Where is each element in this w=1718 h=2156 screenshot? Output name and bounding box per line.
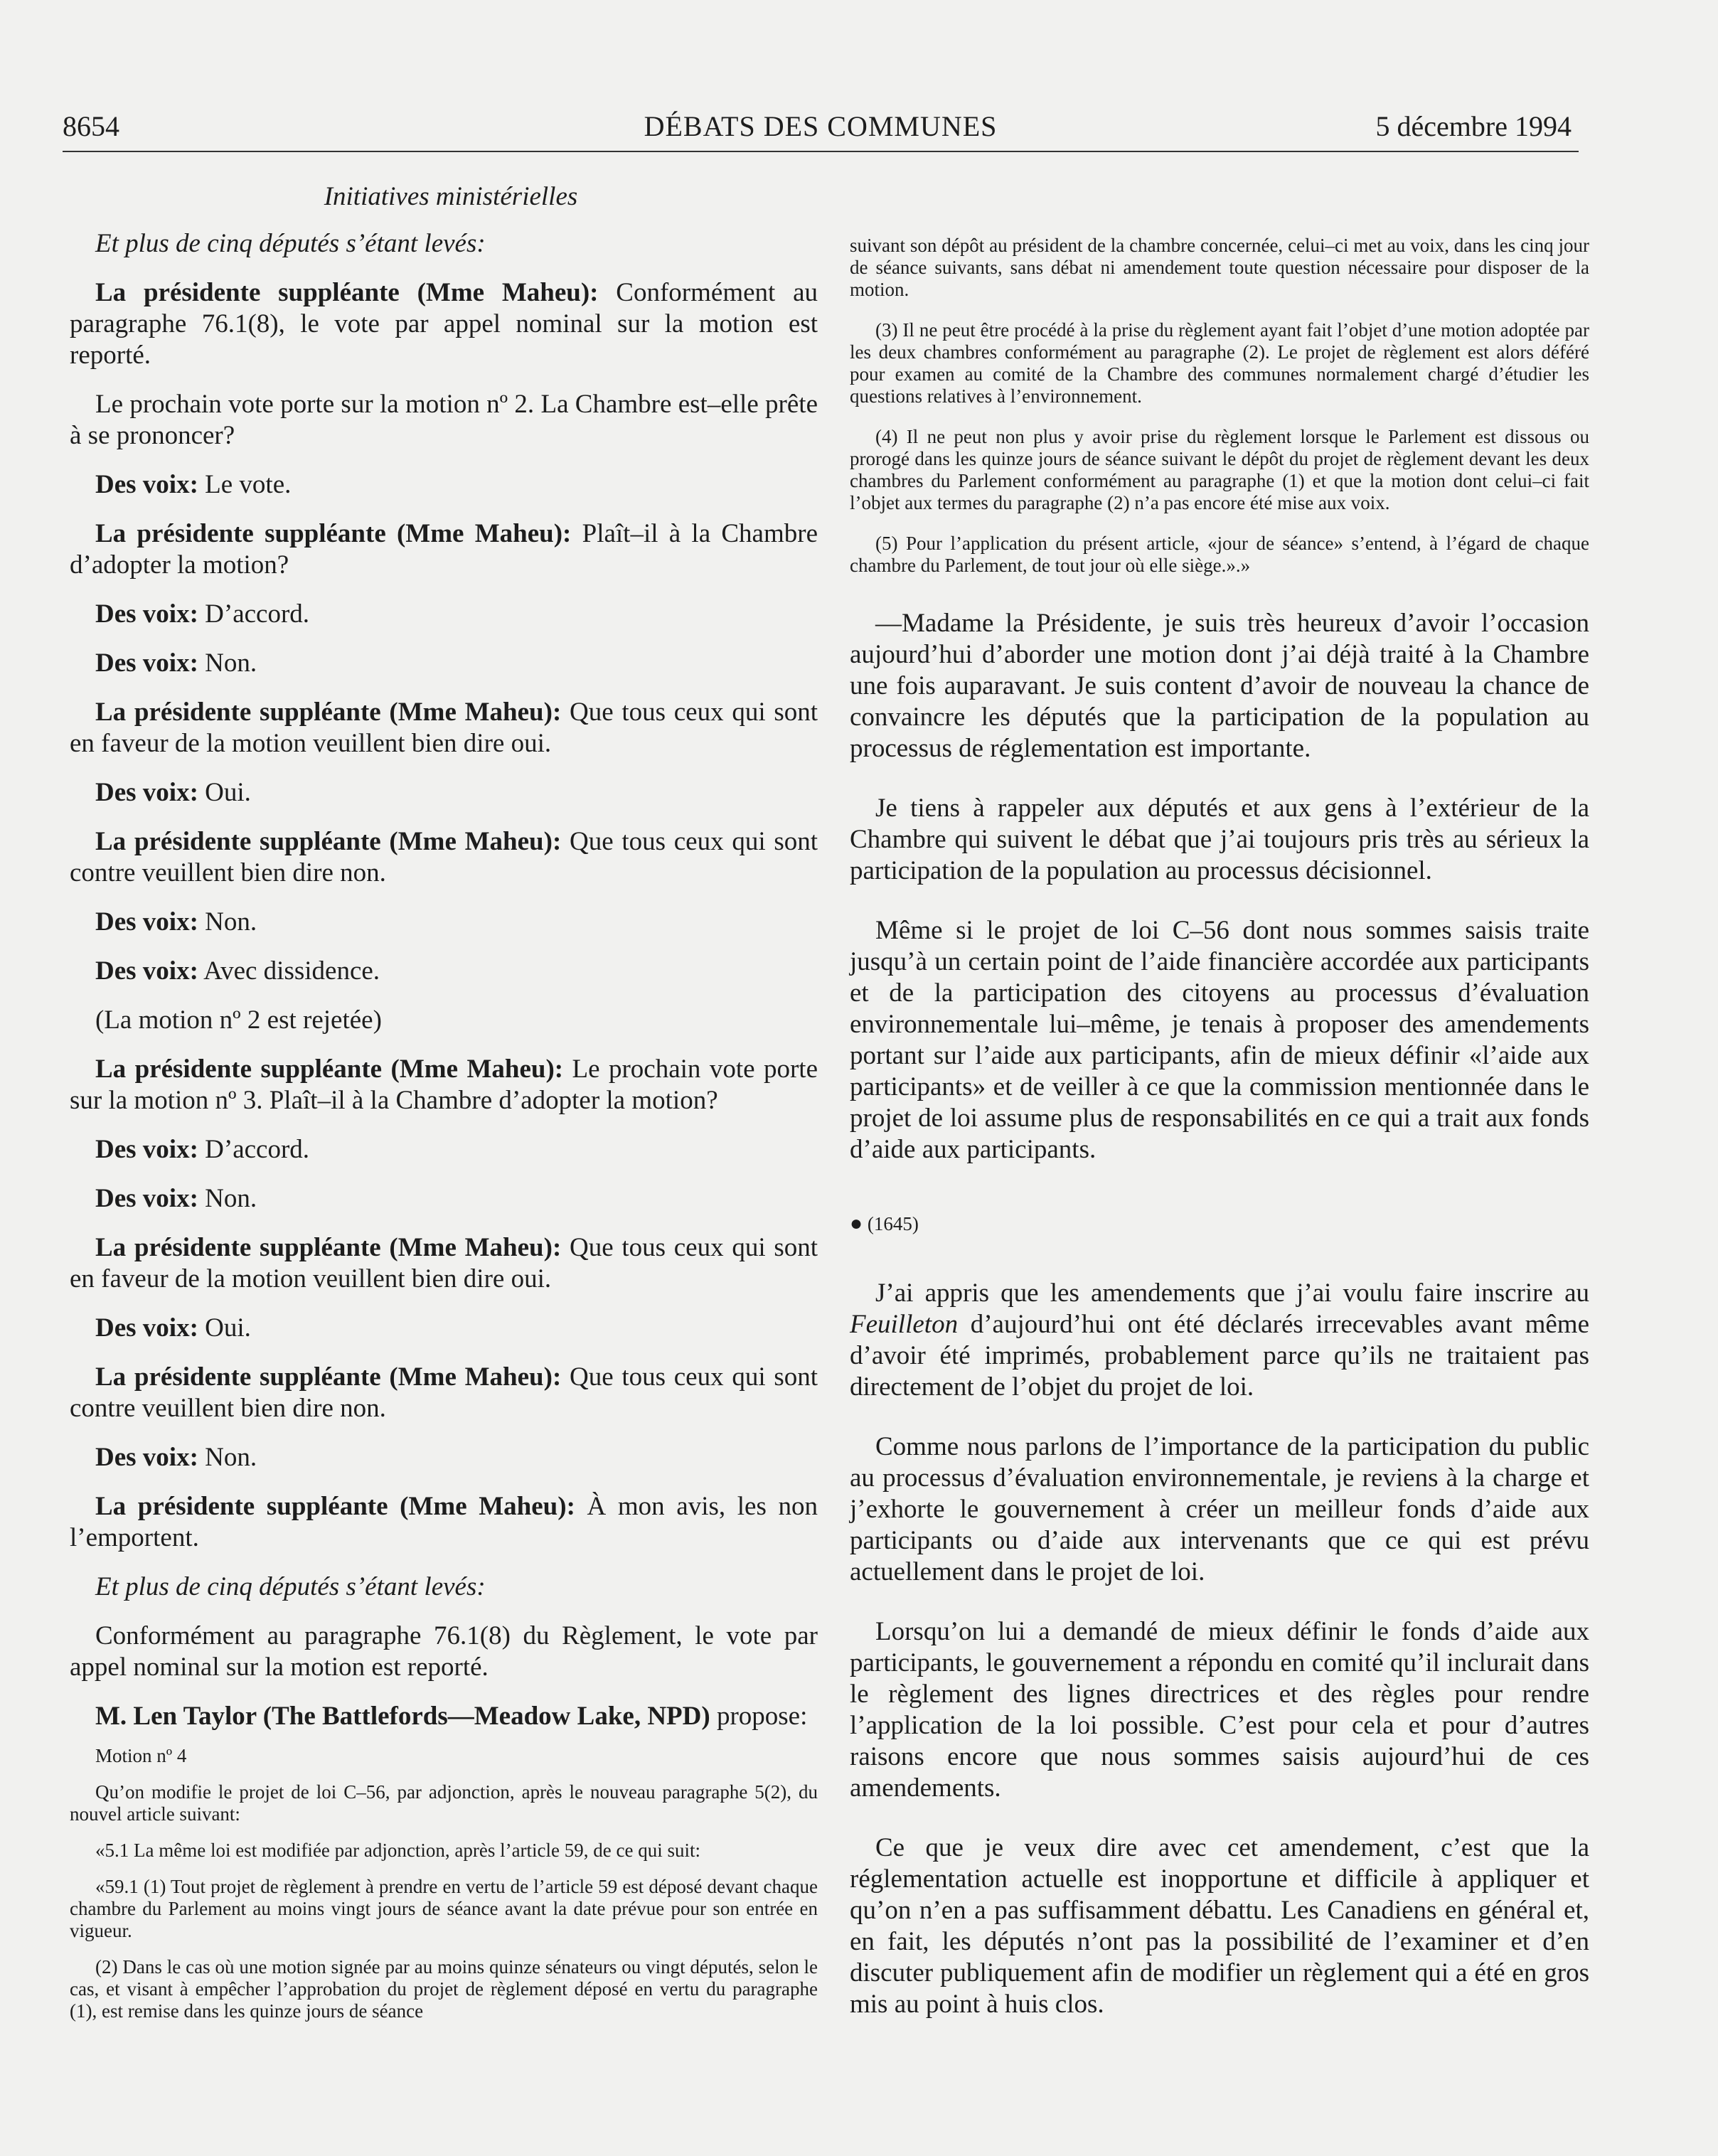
speaker-name: La présidente suppléante (Mme Maheu): <box>95 1492 575 1521</box>
speech-paragraph <box>70 697 818 759</box>
speaker-name: Des voix: <box>95 1184 198 1213</box>
speaker-name: Des voix: <box>95 1313 198 1343</box>
motion-mover <box>70 1701 818 1732</box>
speech-paragraph <box>70 1442 818 1473</box>
speech-text: Non. <box>198 649 257 678</box>
procedural-note: Et plus de cinq députés s’étant levés: <box>95 229 486 258</box>
speech-paragraph <box>70 599 818 630</box>
speaker-name: La présidente suppléante (Mme Maheu): <box>95 1233 562 1262</box>
speaker-name: Des voix: <box>95 1135 198 1164</box>
speech-text: Conformément au paragraphe 76.1(8), le vote par appel nominal sur la motion est reporté. <box>70 278 818 370</box>
motion-text: (3) Il ne peut être procédé à la prise du règlement ayant fait l’objet d’une motion adoptée par les deux chambres conformément au paragraphe (2). Le projet de règlement est alors déféré pour examen au comité de la Chambre des communes normalement chargé d’étudier les questions relatives à l’environnement. <box>850 319 1589 407</box>
speaker-name: La présidente suppléante (Mme Maheu): <box>95 278 599 307</box>
speech-paragraph <box>70 1054 818 1116</box>
speech-text: À mon avis, les non l’emportent. <box>70 1492 818 1552</box>
speech-paragraph <box>70 1232 818 1295</box>
motion-text: (2) Dans le cas où une motion signée par au moins quinze sénateurs ou vingt députés, selon le cas, et visant à empêcher l’approbation du projet de règlement déposé en vertu du paragraphe (1), est remise dans les quinze jours de séance <box>70 1956 818 2022</box>
speech-paragraph <box>70 648 818 679</box>
motion-text: (5) Pour l’application du présent article, «jour de séance» s’entend, à l’égard de chaque chambre du Parlement, de tout jour où elle siège.».» <box>850 533 1589 576</box>
speech-text: Oui. <box>198 1313 251 1343</box>
motion-number: Motion nº 4 <box>95 1745 187 1766</box>
speech-paragraph <box>70 518 818 581</box>
speech-paragraph <box>850 1278 1589 1403</box>
procedural-note: Et plus de cinq députés s’étant levés: <box>95 1572 486 1601</box>
journal-title: DÉBATS DES COMMUNES <box>644 110 998 142</box>
speech-paragraph: Comme nous parlons de l’importance de la participation du public au processus d’évaluation environnementale, je reviens à la charge et j’exhorte le gouvernement à créer un meilleur fonds d’aide aux participants ou d’aide aux intervenants que ce qui est prévu actuellement dans le projet de loi. <box>850 1432 1589 1586</box>
time-marker <box>850 1212 1589 1235</box>
speech-paragraph <box>70 1491 818 1554</box>
speaker-name: La présidente suppléante (Mme Maheu): <box>95 1362 562 1392</box>
motion-text: «5.1 La même loi est modifiée par adjonction, après l’article 59, de ce qui suit: <box>95 1840 700 1861</box>
speech-paragraph <box>70 277 818 371</box>
speaker-name: Des voix: <box>95 649 198 678</box>
motion-text: «59.1 (1) Tout projet de règlement à prendre en vertu de l’article 59 est déposé devant chaque chambre du Parlement au moins vingt jours de séance avant la date prévue pour son entrée en vigueur. <box>70 1876 818 1941</box>
speech-text: D’accord. <box>198 1135 310 1164</box>
speech-text: Non. <box>198 1443 257 1472</box>
motion-text: (4) Il ne peut non plus y avoir prise du règlement lorsque le Parlement est dissous ou prorogé dans les quinze jours de séance suivant le dépôt du projet de règlement devant les deux chambres du Parlement conformément au paragraphe (1) et que la motion dont celui–ci fait l’objet aux termes du paragraphe (2) n’a pas encore été mise aux voix. <box>850 426 1589 513</box>
speech-paragraph <box>70 1313 818 1344</box>
motion-text: suivant son dépôt au président de la chambre concernée, celui–ci met au voix, dans les cinq jour de séance suivants, sans débat ni amendement toute question nécessaire pour disposer de la motion. <box>850 235 1589 300</box>
speech-paragraph: Même si le projet de loi C–56 dont nous sommes saisis traite jusqu’à un certain point de l’aide financière accordée aux participants et de la participation des citoyens au processus d’évaluation environnementale lui–même, je tenais à proposer des amendements portant sur l’aide aux participants, afin de mieux définir «l’aide aux participants» et de veiller à ce que la commission mentionnée dans le projet de loi assume plus de responsabilités en ce qui a trait aux fonds d’aide aux participants. <box>850 916 1589 1164</box>
section-title: Initiatives ministérielles <box>324 182 578 211</box>
time-marker-text: (1645) <box>867 1213 919 1234</box>
speech-text: Le prochain vote porte sur la motion nº 3. Plaît–il à la Chambre d’adopter la motion? <box>70 1055 818 1115</box>
speech-text: Le vote. <box>198 470 292 499</box>
speaker-name: Des voix: <box>95 599 198 629</box>
speaker-name: Des voix: <box>95 907 198 936</box>
speaker-name: La présidente suppléante (Mme Maheu): <box>95 698 562 727</box>
speech-paragraph <box>70 469 818 501</box>
page-number: 8654 <box>63 110 119 142</box>
speech-paragraph <box>70 1134 818 1165</box>
speech-text: Avec dissidence. <box>198 956 380 986</box>
speaker-name: La présidente suppléante (Mme Maheu): <box>95 1055 564 1084</box>
motion-text: Qu’on modifie le projet de loi C–56, par adjonction, après le nouveau paragraphe 5(2), du nouvel article suivant: <box>70 1781 818 1825</box>
speech-paragraph: —Madame la Présidente, je suis très heureux d’avoir l’occasion aujourd’hui d’aborder une motion dont j’ai déjà traité à la Chambre une fois auparavant. Je suis content d’avoir de nouveau la chance de convaincre les députés que la participation de la population au processus de réglementation est importante. <box>850 609 1589 763</box>
speech-text: J’ai appris que les amendements que j’ai voulu faire inscrire au <box>875 1279 1589 1308</box>
speaker-name: La présidente suppléante (Mme Maheu): <box>95 519 572 548</box>
speech-text: propose: <box>710 1702 808 1731</box>
speech-text: Plaît–il à la Chambre d’adopter la motion? <box>70 519 818 580</box>
speech-text: Non. <box>198 1184 257 1213</box>
speech-text: Que tous ceux qui sont en faveur de la motion veuillent bien dire oui. <box>70 698 818 758</box>
publication-name: Feuilleton <box>850 1310 959 1339</box>
bullet-icon: ● <box>850 1212 863 1235</box>
speech-text: Que tous ceux qui sont contre veuillent bien dire non. <box>70 827 818 887</box>
speech-paragraph: Lorsqu’on lui a demandé de mieux définir le fonds d’aide aux participants, le gouvernement a répondu en comité qu’il inclurait dans le règlement des lignes directrices et des règles pour rendre l’application de la loi possible. C’est pour cela et pour d’autres raisons encore que nous sommes saisis aujourd’hui de ces amendements. <box>850 1617 1589 1803</box>
speech-text: Que tous ceux qui sont contre veuillent bien dire non. <box>70 1362 818 1423</box>
speaker-name: La présidente suppléante (Mme Maheu): <box>95 827 562 856</box>
speech-paragraph <box>70 1362 818 1424</box>
speech-text: d’aujourd’hui ont été déclarés irrecevables avant même d’avoir été imprimés, probablement parce qu’ils ne traitaient pas directement de l’objet du projet de loi. <box>850 1310 1589 1402</box>
speech-text: Oui. <box>198 778 251 807</box>
speech-paragraph <box>70 826 818 889</box>
speech-paragraph: Je tiens à rappeler aux députés et aux gens à l’extérieur de la Chambre qui suivent le débat que j’ai toujours pris très au sérieux la participation de la population au processus décisionnel. <box>850 794 1589 885</box>
speech-paragraph <box>70 956 818 987</box>
speaker-name: Des voix: <box>95 470 198 499</box>
speaker-name: Des voix: <box>95 956 198 986</box>
speech-paragraph: Conformément au paragraphe 76.1(8) du Règlement, le vote par appel nominal sur la motion est reporté. <box>70 1621 818 1682</box>
procedural-note: (La motion nº 2 est rejetée) <box>95 1005 382 1035</box>
speech-paragraph: Le prochain vote porte sur la motion nº 2. La Chambre est–elle prête à se prononcer? <box>70 390 818 450</box>
speaker-name: Des voix: <box>95 778 198 807</box>
speech-paragraph: Ce que je veux dire avec cet amendement, c’est que la réglementation actuelle est inopportune et difficile à appliquer et qu’on n’en a pas suffisamment débattu. Les Canadiens en général et, en fait, les députés n’ont pas la possibilité de l’examiner et d’en discuter publiquement afin de modifier un règlement qui a été en gros mis au point à huis clos. <box>850 1833 1589 2019</box>
speech-text: D’accord. <box>198 599 310 629</box>
page-header <box>63 107 1579 152</box>
speech-text: Que tous ceux qui sont en faveur de la motion veuillent bien dire oui. <box>70 1233 818 1293</box>
left-column <box>70 181 818 2022</box>
speech-paragraph <box>70 907 818 938</box>
speech-text: Non. <box>198 907 257 936</box>
speech-paragraph <box>70 1183 818 1215</box>
speaker-name: M. Len Taylor (The Battlefords—Meadow Lake, NPD) <box>95 1702 710 1731</box>
issue-date: 5 décembre 1994 <box>1375 110 1572 142</box>
speech-paragraph <box>70 777 818 808</box>
right-column <box>850 235 1589 2020</box>
speaker-name: Des voix: <box>95 1443 198 1472</box>
